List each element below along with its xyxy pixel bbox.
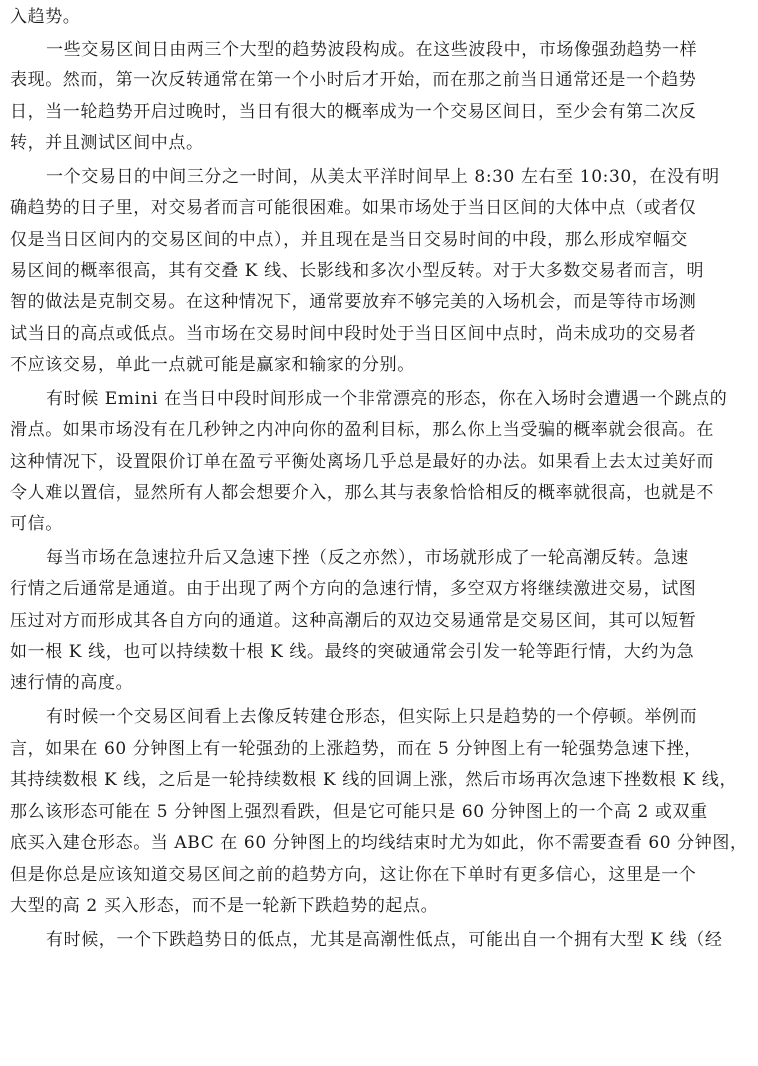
text-line: 但是你总是应该知道交易区间之前的趋势方向，这让你在下单时有更多信心，这里是一个 <box>10 865 697 885</box>
text-line: 试当日的高点或低点。当市场在交易时间中段时处于当日区间中点时，尚未成功的交易者 <box>10 324 697 344</box>
text-line: 一些交易区间日由两三个大型的趋势波段构成。在这些波段中，市场像强劲趋势一样 <box>46 40 698 60</box>
text-line: 速行情的高度。 <box>10 673 134 693</box>
text-line: 易区间的概率很高，其有交叠 K 线、长影线和多次小型反转。对于大多数交易者而言，明 <box>10 261 705 281</box>
text-line: 表现。然而，第一次反转通常在第一个小时后才开始，而在那之前当日通常还是一个趋势 <box>10 70 697 90</box>
text-line: 智的做法是克制交易。在这种情况下，通常要放弃不够完美的入场机会，而是等待市场测 <box>10 292 697 312</box>
text-line: 压过对方而形成其各自方向的通道。这种高潮后的双边交易通常是交易区间，其可以短暂 <box>10 611 697 631</box>
text-line: 如一根 K 线，也可以持续数十根 K 线。最终的突破通常会引发一轮等距行情，大约为急 <box>10 642 695 662</box>
text-line: 滑点。如果市场没有在几秒钟之内冲向你的盈利目标，那么你上当受骗的概率就会很高。在 <box>10 420 714 440</box>
text-line: 那么该形态可能在 5 分钟图上强烈看跌，但是它可能只是 60 分钟图上的一个高 2 或双重 <box>10 802 708 822</box>
text-line: 行情之后通常是通道。由于出现了两个方向的急速行情，多空双方将继续激进交易，试图 <box>10 579 697 599</box>
text-line: 每当市场在急速拉升后又急速下挫（反之亦然），市场就形成了一轮高潮反转。急速 <box>46 548 689 568</box>
text-line: 底买入建仓形态。当 ABC 在 60 分钟图上的均线结束时尤为如此，你不需要查看 60 分钟图， <box>10 833 748 853</box>
text-line: 可信。 <box>10 514 63 534</box>
text-line: 有时候，一个下跌趋势日的低点，尤其是高潮性低点，可能出自一个拥有大型 K 线（经 <box>46 930 723 950</box>
text-line: 有时候一个交易区间看上去像反转建仓形态，但实际上只是趋势的一个停顿。举例而 <box>46 707 698 727</box>
text-line: 大型的高 2 买入形态，而不是一轮新下跌趋势的起点。 <box>10 896 439 916</box>
text-line: 有时候 Emini 在当日中段时间形成一个非常漂亮的形态，你在入场时会遭遇一个跳点的 <box>46 389 728 409</box>
text-line: 言，如果在 60 分钟图上有一轮强劲的上涨趋势，而在 5 分钟图上有一轮强势急速下挫， <box>10 739 702 759</box>
text-line: 令人难以置信，显然所有人都会想要介入，那么其与表象恰恰相反的概率就很高，也就是不 <box>10 483 714 503</box>
text-line: 其持续数根 K 线，之后是一轮持续数根 K 线的回调上涨，然后市场再次急速下挫数根 K 线， <box>10 770 738 790</box>
text-line: 转，并且测试区间中点。 <box>10 133 204 153</box>
text-line: 日，当一轮趋势开启过晚时，当日有很大的概率成为一个交易区间日，至少会有第二次反 <box>10 102 697 122</box>
text-line: 不应该交易，单此一点就可能是赢家和输家的分别。 <box>10 355 415 375</box>
text-line: 入趋势。 <box>10 7 81 27</box>
text-line: 确趋势的日子里，对交易者而言可能很困难。如果市场处于当日区间的大体中点（或者仅 <box>10 198 697 218</box>
text-line: 一个交易日的中间三分之一时间，从美太平洋时间早上 8:30 左右至 10:30，在没有明 <box>46 167 720 187</box>
text-line: 仅是当日区间内的交易区间的中点），并且现在是当日交易时间的中段，那么形成窄幅交 <box>10 230 688 250</box>
text-line: 这种情况下，设置限价订单在盈亏平衡处离场几乎总是最好的办法。如果看上去太过美好而 <box>10 452 714 472</box>
